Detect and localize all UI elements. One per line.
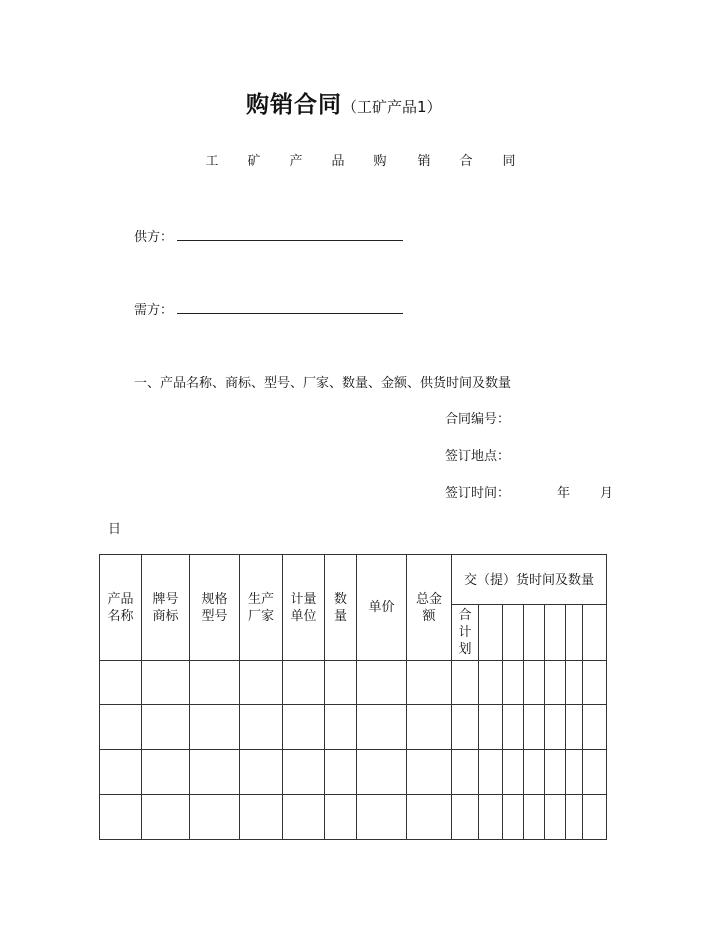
table-cell[interactable] xyxy=(503,661,524,705)
header-text: 生产 xyxy=(247,591,274,607)
header-plan-total xyxy=(452,605,479,661)
buyer-field[interactable] xyxy=(177,313,403,314)
table-cell[interactable] xyxy=(566,661,583,705)
table-cell[interactable] xyxy=(100,795,142,840)
title-main: 购销合同 xyxy=(246,92,342,118)
table-cell[interactable] xyxy=(283,795,325,840)
header-brand xyxy=(142,555,190,661)
table-cell[interactable] xyxy=(524,750,545,795)
table-cell[interactable] xyxy=(566,750,583,795)
table-cell[interactable] xyxy=(142,705,190,750)
header-text: 厂家 xyxy=(247,608,274,624)
table-cell[interactable] xyxy=(325,795,357,840)
table-cell[interactable] xyxy=(479,750,503,795)
header-text: 量 xyxy=(333,608,347,624)
day-label: 日 xyxy=(108,522,122,537)
subtitle-char: 合 xyxy=(459,154,473,169)
subtitle-char: 工 xyxy=(205,154,219,169)
table-cell[interactable] xyxy=(240,705,283,750)
header-manufacturer xyxy=(240,555,283,661)
sign-place-label: 签订地点： xyxy=(445,449,511,464)
table-cell[interactable] xyxy=(407,705,452,750)
table-cell[interactable] xyxy=(142,661,190,705)
header-product-name xyxy=(100,555,142,661)
table-cell[interactable] xyxy=(545,705,566,750)
header-unit-price xyxy=(357,555,407,661)
header-text: 计 xyxy=(458,625,472,640)
header-text: 划 xyxy=(458,642,472,657)
table-cell[interactable] xyxy=(545,750,566,795)
header-text: 总金 xyxy=(415,591,442,607)
subtitle-char: 品 xyxy=(331,154,345,169)
title-suffix: （工矿产品1） xyxy=(342,98,442,116)
table-cell[interactable] xyxy=(503,750,524,795)
table-cell[interactable] xyxy=(407,750,452,795)
delivery-period-cell[interactable] xyxy=(524,605,545,661)
table-cell[interactable] xyxy=(240,750,283,795)
table-cell[interactable] xyxy=(524,795,545,840)
table-cell[interactable] xyxy=(452,795,479,840)
table-cell[interactable] xyxy=(325,750,357,795)
header-text: 规格 xyxy=(201,591,228,607)
table-cell[interactable] xyxy=(240,661,283,705)
subtitle-char: 矿 xyxy=(247,154,261,169)
table-cell[interactable] xyxy=(452,705,479,750)
header-text: 产品 xyxy=(107,591,134,607)
supplier-label: 供方： xyxy=(134,230,174,245)
delivery-period-cell[interactable] xyxy=(566,605,583,661)
table-row xyxy=(100,750,607,795)
month-label: 月 xyxy=(600,486,614,501)
table-cell[interactable] xyxy=(240,795,283,840)
year-label: 年 xyxy=(557,486,571,501)
header-text: 数 xyxy=(333,591,347,607)
table-cell[interactable] xyxy=(100,661,142,705)
supplier-field[interactable] xyxy=(177,240,403,241)
table-cell[interactable] xyxy=(524,661,545,705)
table-row xyxy=(100,795,607,840)
table-cell[interactable] xyxy=(583,795,607,840)
header-total-amount xyxy=(407,555,452,661)
subtitle-char: 购 xyxy=(373,154,387,169)
table-cell[interactable] xyxy=(325,705,357,750)
table-cell[interactable] xyxy=(357,750,407,795)
table-cell[interactable] xyxy=(545,795,566,840)
table-cell[interactable] xyxy=(583,705,607,750)
table-cell[interactable] xyxy=(357,661,407,705)
subtitle-char: 销 xyxy=(417,154,431,169)
header-text: 合 xyxy=(458,608,472,623)
page-title xyxy=(246,86,442,119)
table-cell[interactable] xyxy=(142,795,190,840)
header-text: 名称 xyxy=(107,608,134,624)
header-text: 牌号 xyxy=(152,591,179,607)
header-text: 计量 xyxy=(290,591,317,607)
table-cell[interactable] xyxy=(190,795,240,840)
table-row xyxy=(100,705,607,750)
delivery-period-cell[interactable] xyxy=(479,605,503,661)
table-cell[interactable] xyxy=(407,795,452,840)
table-cell[interactable] xyxy=(100,705,142,750)
table-cell[interactable] xyxy=(357,795,407,840)
table-cell[interactable] xyxy=(479,705,503,750)
table-cell[interactable] xyxy=(283,750,325,795)
sign-time-label: 签订时间： xyxy=(445,486,511,501)
header-row xyxy=(100,555,607,605)
table-cell[interactable] xyxy=(566,705,583,750)
table-cell[interactable] xyxy=(479,661,503,705)
header-text: 单价 xyxy=(368,600,395,615)
header-spec-model xyxy=(190,555,240,661)
table-cell[interactable] xyxy=(190,705,240,750)
header-text: 额 xyxy=(422,608,436,624)
header-text: 单位 xyxy=(290,608,317,624)
header-text: 商标 xyxy=(152,608,179,624)
table-cell[interactable] xyxy=(283,661,325,705)
buyer-label: 需方： xyxy=(134,303,174,318)
section1-heading: 一、产品名称、商标、型号、厂家、数量、金额、供货时间及数量 xyxy=(134,376,512,391)
table-cell[interactable] xyxy=(452,661,479,705)
subtitle-char: 产 xyxy=(289,154,303,169)
table-cell[interactable] xyxy=(524,705,545,750)
delivery-period-cell[interactable] xyxy=(503,605,524,661)
header-unit xyxy=(283,555,325,661)
table-cell[interactable] xyxy=(190,750,240,795)
table-cell[interactable] xyxy=(357,705,407,750)
delivery-period-cell[interactable] xyxy=(583,605,607,661)
table-cell[interactable] xyxy=(479,795,503,840)
table-cell[interactable] xyxy=(452,750,479,795)
table-cell[interactable] xyxy=(583,750,607,795)
delivery-period-cell[interactable] xyxy=(545,605,566,661)
table-cell[interactable] xyxy=(325,661,357,705)
product-table xyxy=(99,554,607,840)
table-cell[interactable] xyxy=(503,705,524,750)
header-text: 型号 xyxy=(201,608,228,624)
table-cell[interactable] xyxy=(142,750,190,795)
table-cell[interactable] xyxy=(283,705,325,750)
header-quantity xyxy=(325,555,357,661)
table-row xyxy=(100,661,607,705)
table-cell[interactable] xyxy=(583,661,607,705)
table-cell[interactable] xyxy=(100,750,142,795)
subtitle-char: 同 xyxy=(502,154,516,169)
header-delivery-schedule: 交（提）货时间及数量 xyxy=(452,555,607,605)
table-cell[interactable] xyxy=(503,795,524,840)
table-cell[interactable] xyxy=(190,661,240,705)
table-cell[interactable] xyxy=(566,795,583,840)
table-cell[interactable] xyxy=(407,661,452,705)
table-cell[interactable] xyxy=(545,661,566,705)
contract-no-label: 合同编号： xyxy=(445,412,511,427)
